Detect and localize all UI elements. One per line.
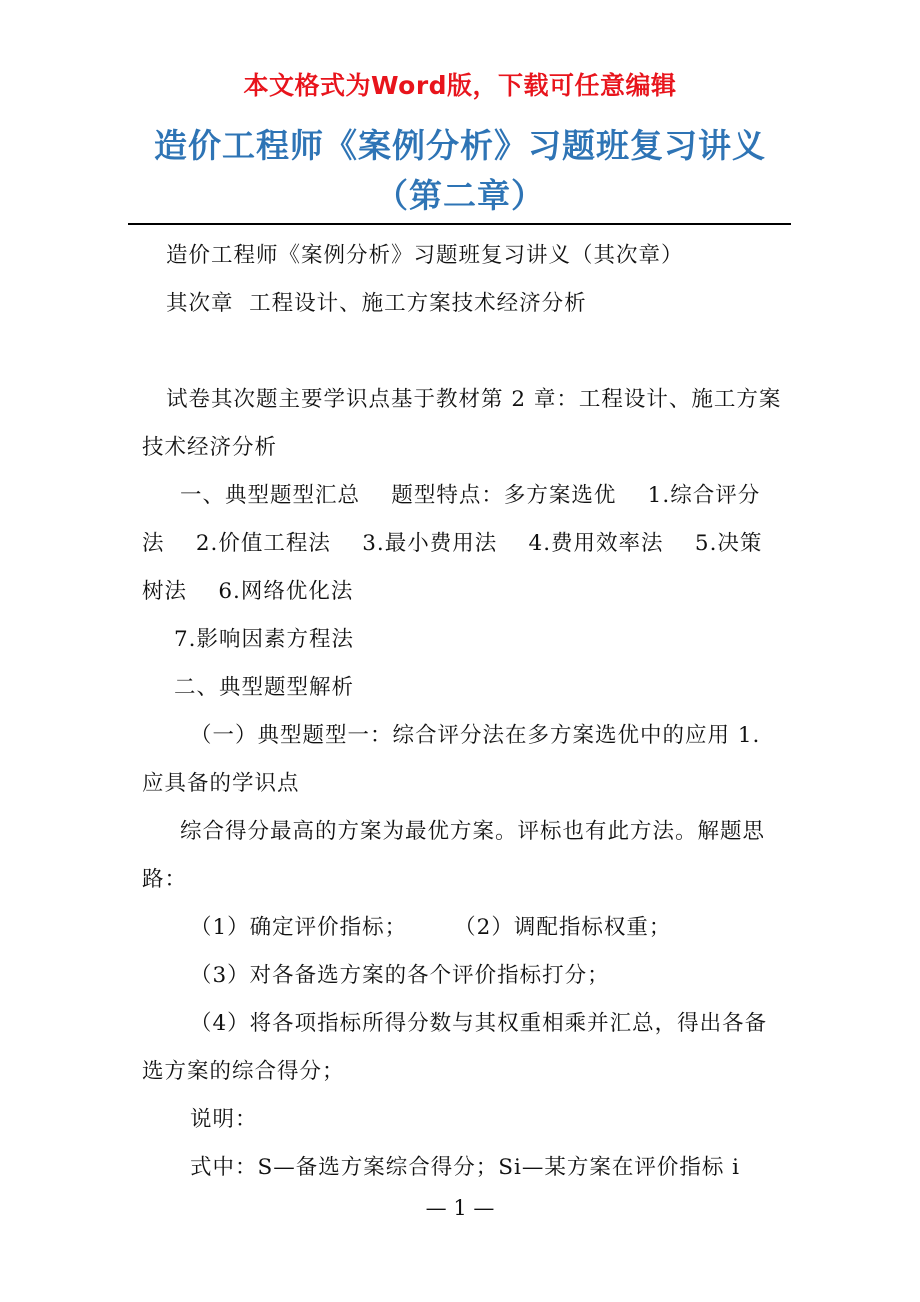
- format-notice-banner: 本文格式为Word版，下载可任意编辑: [243, 71, 677, 100]
- document-body: [142, 232, 782, 1192]
- blank-line: [142, 328, 782, 376]
- step-4: （4）将各项指标所得分数与其权重相乘并汇总，得出各备选方案的综合得分；: [142, 1011, 768, 1084]
- step-3: （3）对各备选方案的各个评价指标打分；: [190, 963, 610, 988]
- note-label: 说明：: [190, 1107, 258, 1132]
- document-subtitle: （第二章）: [375, 176, 545, 215]
- section-heading-2: 二、典型题型解析: [174, 675, 355, 700]
- step-1-2: （1）确定评价指标； （2）调配指标权重；: [190, 915, 672, 940]
- title-divider: [128, 223, 791, 225]
- intro-title-line: 造价工程师《案例分析》习题班复习讲义（其次章）: [166, 243, 684, 268]
- typical-types-paragraph: 一、典型题型汇总 题型特点：多方案选优 1.综合评分法 2.价值工程法 3.最小费用法 4.费用效率法 5.决策树法 6.网络优化法: [142, 483, 763, 604]
- best-scheme-paragraph: 综合得分最高的方案为最优方案。评标也有此方法。解题思路：: [142, 819, 766, 892]
- chapter-heading: 其次章 工程设计、施工方案技术经济分析: [166, 291, 587, 316]
- exam-scope-paragraph: 试卷其次题主要学识点基于教材第 2 章：工程设计、施工方案技术经济分析: [142, 387, 782, 460]
- formula-explanation: 式中：S—备选方案综合得分；Si—某方案在评价指标 i: [190, 1155, 741, 1180]
- page-number: — 1 —: [425, 1196, 495, 1220]
- typical-type-1-paragraph: （一）典型题型一：综合评分法在多方案选优中的应用 1.应具备的学识点: [142, 723, 761, 796]
- document-title: 造价工程师《案例分析》习题班复习讲义: [154, 126, 766, 165]
- method-item-7: 7.影响因素方程法: [174, 627, 355, 652]
